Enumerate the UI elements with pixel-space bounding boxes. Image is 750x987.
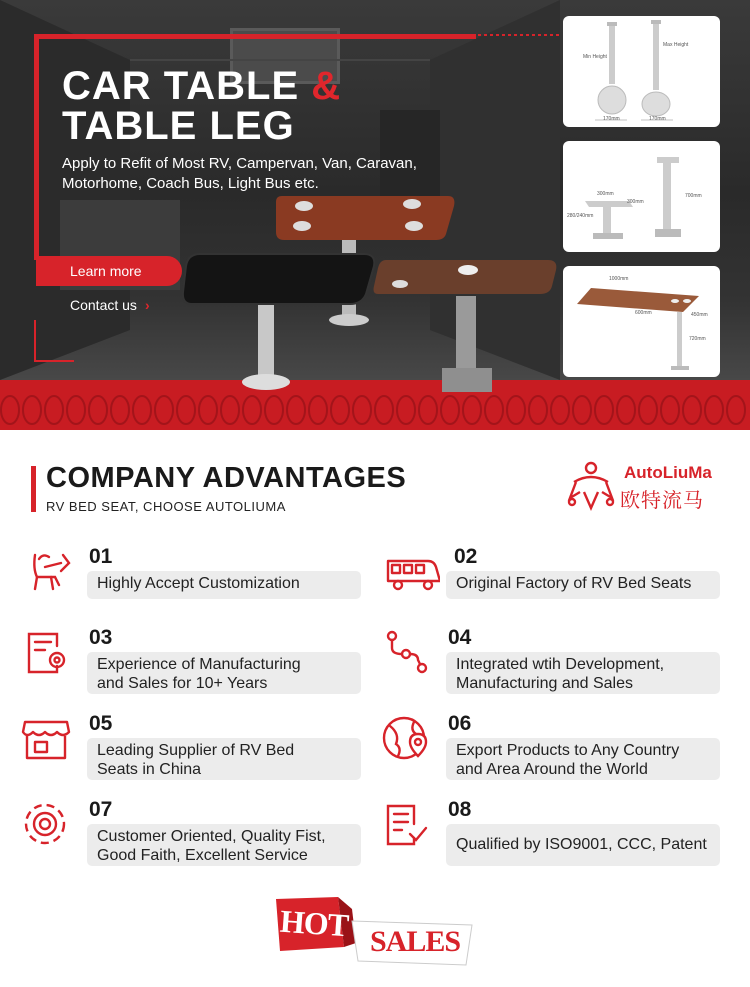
item-text-line2: Good Faith, Excellent Service	[97, 847, 308, 864]
item-text-line1: Customer Oriented, Quality Fist,	[97, 828, 326, 845]
advantage-item-06	[380, 712, 725, 782]
item-text-box	[87, 824, 361, 866]
section-accent-bar	[31, 466, 36, 512]
certificate-gear-icon	[21, 626, 73, 678]
advantage-item-03	[21, 626, 366, 696]
item-number: 03	[89, 626, 113, 649]
car-seat-icon	[21, 545, 73, 597]
item-text-box	[87, 652, 361, 694]
learn-more-button[interactable]: Learn more	[36, 256, 182, 286]
contact-us-link[interactable]	[70, 297, 150, 313]
item-text-line1: Integrated wtih Development,	[456, 656, 665, 673]
item-text-line2: and Area Around the World	[456, 761, 648, 778]
item-number: 08	[448, 798, 472, 821]
route-nodes-icon	[380, 626, 432, 678]
section-subtitle: RV BED SEAT, CHOOSE AUTOLIUMA	[46, 499, 286, 514]
brown-table-image	[372, 256, 562, 396]
frame-accent-top	[36, 34, 476, 39]
frame-accent-dashed	[430, 34, 560, 36]
advantage-item-07	[21, 798, 366, 868]
rv-bus-icon	[380, 545, 440, 597]
hero-title-line2: TABLE LEG	[62, 104, 295, 148]
thumb1-label-a: Min Height	[583, 54, 607, 60]
item-text-box	[446, 652, 720, 694]
item-text-line1: Qualified by ISO9001, CCC, Patent	[456, 836, 707, 853]
advantage-item-02	[380, 545, 725, 605]
thumb2-dim-c: 280/240mm	[567, 213, 594, 219]
thumb2-dim-b: 300mm	[627, 199, 644, 205]
item-text-box	[87, 571, 361, 599]
item-text-line1: Leading Supplier of RV Bed	[97, 742, 295, 759]
product-thumbnail-1[interactable]	[563, 16, 720, 127]
thumb2-dim-a: 300mm	[597, 191, 614, 197]
advantage-item-04	[380, 626, 725, 696]
thumb1-label-b: Max Height	[663, 42, 689, 48]
item-text-line2: and Sales for 10+ Years	[97, 675, 268, 692]
item-number: 07	[89, 798, 113, 821]
hero-banner	[0, 0, 750, 430]
frame-corner	[34, 320, 74, 362]
chevron-right-icon: ›	[144, 297, 150, 313]
globe-pin-icon	[380, 712, 432, 764]
black-table-image	[180, 250, 380, 395]
thumb3-dim-c: 450mm	[691, 312, 708, 318]
hero-title-amp: &	[311, 64, 342, 108]
section-title: COMPANY ADVANTAGES	[46, 462, 407, 494]
item-text-box	[87, 738, 361, 780]
hero-subtitle: Apply to Refit of Most RV, Campervan, Van, Caravan, Motorhome, Coach Bus, Light Bus etc.	[62, 155, 417, 192]
brand-name-cn: 欧特流马	[620, 490, 704, 512]
hot-sales-badge	[266, 895, 482, 967]
item-text-line1: Experience of Manufacturing	[97, 656, 301, 673]
item-text-line2: Seats in China	[97, 761, 202, 778]
item-number: 04	[448, 626, 472, 649]
contact-us-label: Contact us	[70, 297, 137, 313]
storefront-icon	[21, 712, 73, 764]
item-text-line1: Original Factory of RV Bed Seats	[456, 575, 692, 592]
item-text-box	[446, 571, 720, 599]
thumb1-dim-a: 170mm	[603, 116, 620, 122]
hot-label: HOT	[278, 902, 350, 944]
frame-accent-left	[34, 34, 39, 260]
item-number: 02	[454, 545, 478, 568]
item-number: 05	[89, 712, 113, 735]
advantage-item-05	[21, 712, 366, 782]
item-text-line1: Export Products to Any Country	[456, 742, 680, 759]
item-number: 06	[448, 712, 472, 735]
hero-title-line1: CAR TABLE	[62, 64, 300, 108]
thumb3-dim-d: 720mm	[689, 336, 706, 342]
hero-title	[62, 66, 341, 146]
product-thumbnail-3[interactable]	[563, 266, 720, 377]
item-text-line2: Manufacturing and Sales	[456, 675, 633, 692]
brand-logo	[564, 458, 724, 514]
thumb2-dim-d: 700mm	[685, 193, 702, 199]
autoliuma-logo-icon	[564, 458, 618, 514]
sales-label: SALES	[370, 925, 461, 958]
product-thumbnail-2[interactable]	[563, 141, 720, 252]
thumb3-dim-a: 1000mm	[609, 276, 629, 282]
advantage-item-01	[21, 545, 366, 605]
advantage-item-08	[380, 798, 725, 868]
checklist-icon	[380, 798, 432, 850]
brand-name-en: AutoLiuMa	[624, 463, 712, 482]
thumb3-dim-b: 600mm	[635, 310, 652, 316]
gear-cog-icon	[21, 798, 73, 850]
thumb1-dim-b: 170mm	[649, 116, 666, 122]
item-number: 01	[89, 545, 113, 568]
item-text-box	[446, 824, 720, 866]
item-text-line1: Highly Accept Customization	[97, 575, 300, 592]
item-text-box	[446, 738, 720, 780]
